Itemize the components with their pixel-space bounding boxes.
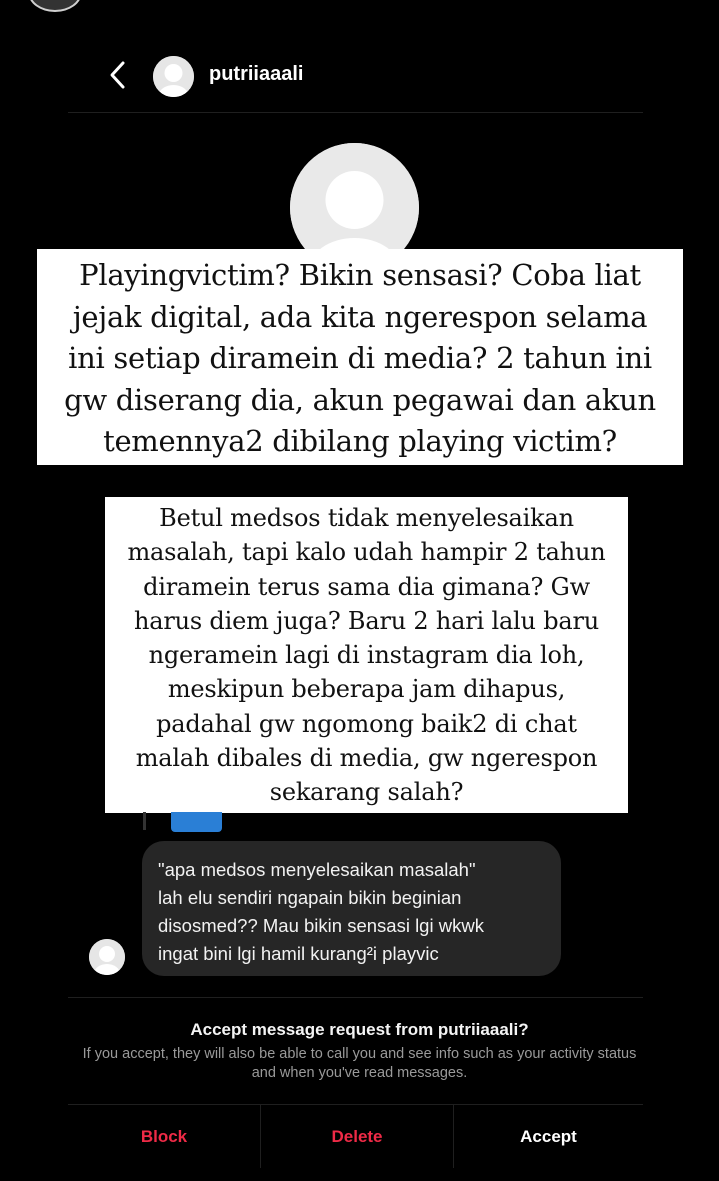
caption-line: meskipun beberapa jam dihapus, bbox=[167, 675, 566, 704]
message-line: lah elu sendiri ngapain bikin beginian bbox=[158, 887, 462, 908]
header-divider bbox=[68, 112, 643, 113]
caption-line: Betul medsos tidak menyelesaikan bbox=[159, 504, 574, 532]
caption-overlay-1 bbox=[37, 249, 683, 465]
received-message-bubble[interactable] bbox=[142, 841, 561, 976]
request-title: Accept message request from putriiaaali? bbox=[190, 1020, 529, 1039]
block-button[interactable]: Block bbox=[140, 1126, 188, 1146]
request-divider bbox=[68, 997, 643, 998]
caption-line: padahal gw ngomong baik2 di chat bbox=[156, 709, 577, 738]
caption-line: sekarang salah? bbox=[269, 778, 464, 807]
delete-button[interactable]: Delete bbox=[331, 1126, 383, 1146]
caption-line: diramein terus sama dia gimana? Gw bbox=[143, 572, 590, 601]
caption-overlay-2 bbox=[105, 497, 628, 813]
caption-line: ini setiap diramein di media? 2 tahun ini bbox=[68, 341, 652, 375]
chat-header bbox=[0, 48, 719, 108]
default-avatar-icon bbox=[153, 56, 194, 97]
message-line: disosmed?? Mau bikin sensasi lgi wkwk bbox=[158, 915, 484, 936]
default-avatar-icon bbox=[89, 939, 125, 975]
caption-line: jejak digital, ada kita ngerespon selama bbox=[72, 299, 648, 334]
caption-line: harus diem juga? Baru 2 hari lalu baru bbox=[133, 606, 600, 635]
caption-line: temennya2 dibilang playing victim? bbox=[103, 424, 617, 458]
header-avatar[interactable] bbox=[153, 56, 194, 97]
corner-avatar bbox=[28, 0, 82, 12]
message-fragment bbox=[143, 812, 146, 830]
message-sender-avatar[interactable] bbox=[89, 939, 125, 975]
caption-line: Playingvictim? Bikin sensasi? Coba liat bbox=[79, 258, 641, 292]
caption-line: gw diserang dia, akun pegawai dan akun bbox=[64, 382, 656, 417]
caption-line: malah dibales di media, gw ngerespon bbox=[135, 744, 598, 773]
caption-line: masalah, tapi kalo udah hampir 2 tahun bbox=[127, 538, 606, 567]
caption-line: ngeramein lagi di instagram dia loh, bbox=[148, 641, 585, 670]
header-username[interactable]: putriiaaali bbox=[209, 63, 304, 85]
accept-button[interactable]: Accept bbox=[520, 1126, 577, 1146]
chevron-left-icon[interactable] bbox=[104, 60, 134, 90]
message-line: ingat bini lgi hamil kurang²i playvic bbox=[158, 943, 439, 964]
sent-image-thumbnail[interactable] bbox=[171, 812, 222, 832]
request-description: If you accept, they will also be able to call you and see info such as your activity status and when you've read messages. bbox=[82, 1046, 637, 1081]
message-line: "apa medsos menyelesaikan masalah" bbox=[158, 859, 476, 880]
